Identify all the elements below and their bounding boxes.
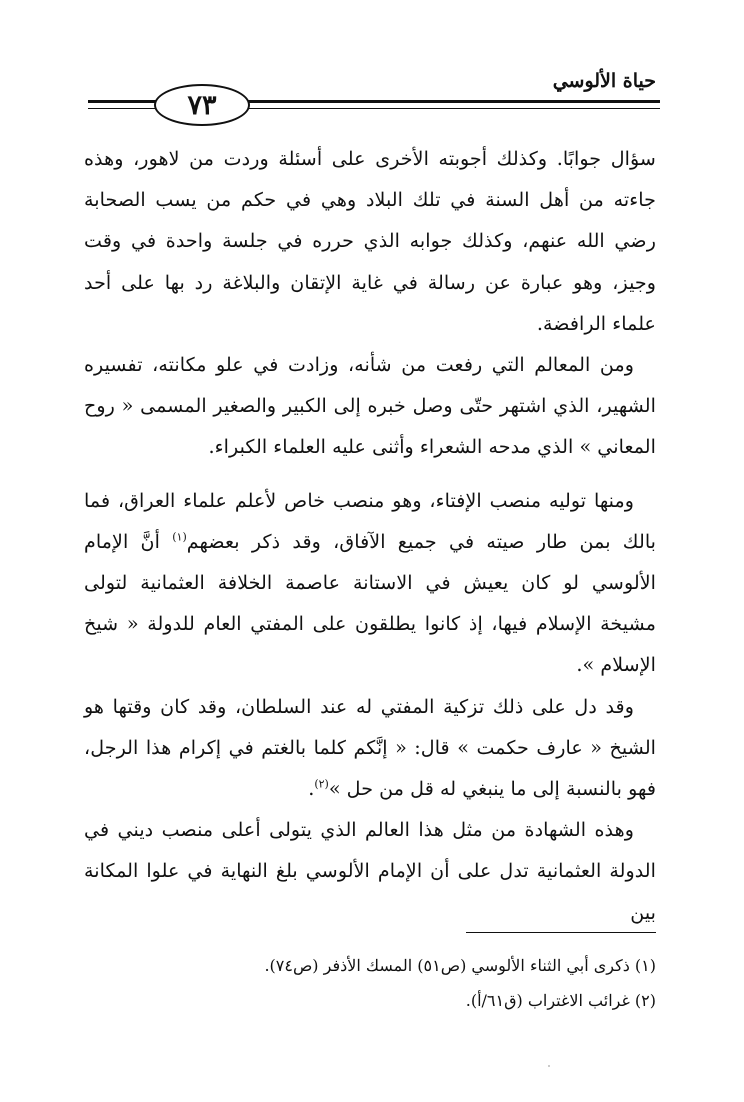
- paragraph-3-text-a: ومنها توليه منصب الإفتاء، وهو منصب خاص لأعلم علماء العراق، فما بالك بمن طار صيته في جميع الآفاق، وقد ذكر بعضهم: [84, 488, 657, 553]
- paragraph-1: سؤال جوابًا. وكذلك أجوبته الأخرى على أسئلة وردت من لاهور، وهذه جاءته من أهل السنة في تلك البلاد وهي في حكم من يسب الصحابة رضي الله عنهم، وكذلك جوابه الذي حرره في جلسة واحدة في وقت وجيز، وهو عبارة عن رسالة في غاية الإتقان والبلاغة رد بها على أحد علماء الرافضة.: [84, 147, 656, 335]
- paragraph-4-text-b: .: [308, 777, 315, 801]
- footnote-1: (١) ذكرى أبي الثناء الألوسي (ص٥١) المسك الأذفر (ص٧٤).: [264, 956, 656, 975]
- running-title: حياة الألوسي: [552, 70, 656, 92]
- paragraph-4: [84, 686, 656, 810]
- paragraph-5: وهذه الشهادة من مثل هذا العالم الذي يتولى أعلى منصب ديني في الدولة العثمانية تدل على أن الإمام الألوسي بلغ النهاية في علوا المكانة بين: [84, 818, 656, 924]
- scan-speck: [548, 1065, 550, 1067]
- page-number: ٧٣: [154, 84, 250, 126]
- paragraph-3: [84, 480, 656, 686]
- footnotes: [84, 948, 656, 1018]
- paragraph-3-text-b: أنَّ الإمام الألوسي لو كان يعيش في الاستانة عاصمة الخلافة العثمانية لتولى مشيخة الإسلام فيها، إذ كانوا يطلقون على المفتي العام للدولة « شيخ الإسلام ».: [84, 529, 656, 677]
- paragraph-4-text-a: وقد دل على ذلك تزكية المفتي له عند السلطان، وقد كان وقتها هو الشيخ « عارف حكمت » قال: « إنَّكم كلما بالغتم في إكرام هذا الرجل، فهو بالنسبة إلى ما ينبغي له قل من حل »: [84, 694, 656, 801]
- body-text: [84, 138, 656, 933]
- footnote-ref-1: (١): [172, 530, 187, 544]
- footnote-2: (٢) غرائب الاغتراب (ق٦١/أ).: [465, 991, 656, 1010]
- paragraph-2: ومن المعالم التي رفعت من شأنه، وزادت في علو مكانته، تفسيره الشهير، الذي اشتهر حتّى وصل خبره إلى الكبير والصغير المسمى « روح المعاني » الذي مدحه الشعراء وأثنى عليه العلماء الكبراء.: [84, 353, 656, 459]
- footnote-separator: [466, 932, 656, 933]
- footnote-ref-2: (٢): [314, 777, 329, 791]
